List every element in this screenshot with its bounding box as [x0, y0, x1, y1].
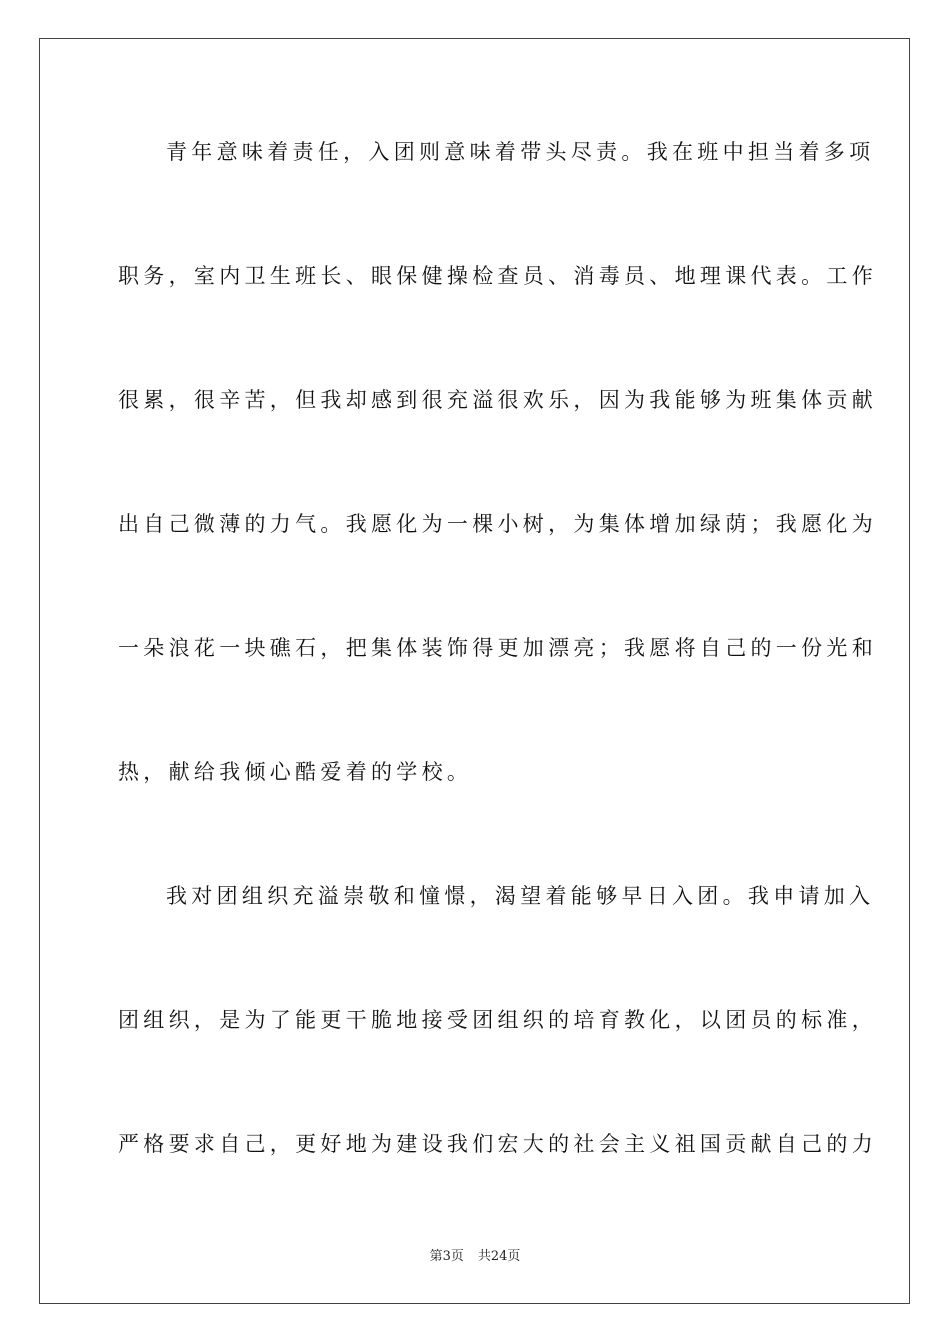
current-page-number: 第3页: [429, 1249, 464, 1264]
text-line: 团组织，是为了能更干脆地接受团组织的培育教化，以团员的标准，: [118, 1008, 877, 1032]
page-footer: [0, 1248, 950, 1266]
text-line: 出自己微薄的力气。我愿化为一棵小树，为集体增加绿荫；我愿化为: [118, 512, 877, 536]
text-line: 很累，很辛苦，但我却感到很充溢很欢乐，因为我能够为班集体贡献: [118, 388, 877, 412]
text-line: 一朵浪花一块礁石，把集体装饰得更加漂亮；我愿将自己的一份光和: [118, 636, 877, 660]
text-line: 青年意味着责任，入团则意味着带头尽责。我在班中担当着多项: [166, 140, 875, 164]
text-line: 我对团组织充溢崇敬和憧憬，渴望着能够早日入团。我申请加入: [166, 884, 875, 908]
text-line: 职务，室内卫生班长、眼保健操检查员、消毒员、地理课代表。工作: [118, 264, 877, 288]
text-line: 严格要求自己，更好地为建设我们宏大的社会主义祖国贡献自己的力: [118, 1132, 877, 1156]
text-line: 热，献给我倾心酷爱着的学校。: [118, 760, 473, 784]
page-border: [39, 38, 910, 1304]
total-page-count: 共24页: [477, 1249, 521, 1264]
